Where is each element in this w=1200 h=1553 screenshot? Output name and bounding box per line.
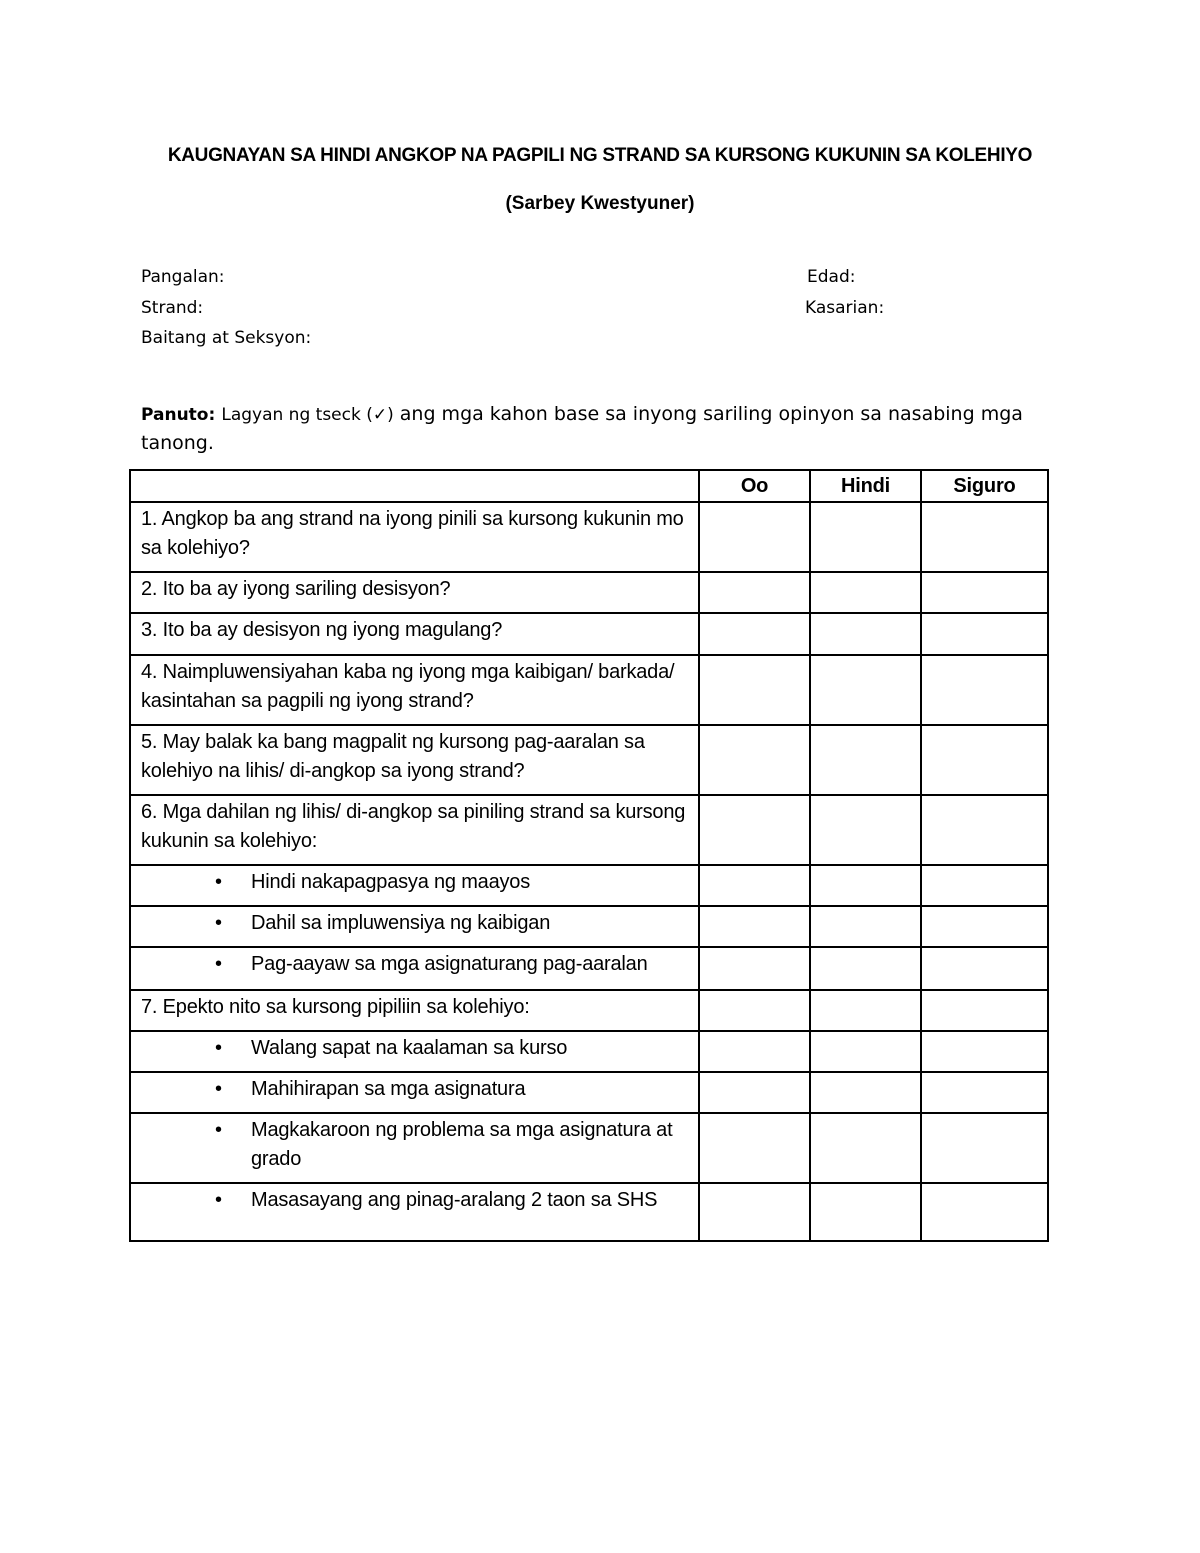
- question-cell: 5. May balak ka bang magpalit ng kursong pag-aaralan sa kolehiyo na lihis/ di-angkop sa iyong strand?: [130, 725, 699, 795]
- question-cell: 3. Ito ba ay desisyon ng iyong magulang?: [130, 613, 699, 655]
- checkbox-siguro[interactable]: [921, 1113, 1048, 1183]
- checkbox-oo[interactable]: [699, 725, 810, 795]
- question-cell: 4. Naimpluwensiyahan kaba ng iyong mga kaibigan/ barkada/ kasintahan sa pagpili ng iyong strand?: [130, 655, 699, 725]
- checkbox-siguro[interactable]: [921, 906, 1048, 947]
- checkbox-siguro[interactable]: [921, 1072, 1048, 1113]
- instructions-text: ang mga kahon base sa inyong sariling opinyon sa nasabing mga tanong.: [141, 403, 1023, 454]
- sub-item-text: Hindi nakapagpasya ng maayos: [251, 871, 531, 893]
- sub-item-text: Masasayang ang pinag-aralang 2 taon sa SHS: [251, 1189, 658, 1211]
- document-title: KAUGNAYAN SA HINDI ANGKOP NA PAGPILI NG STRAND SA KURSONG KUKUNIN SA KOLEHIYO: [167, 145, 1033, 166]
- checkbox-hindi[interactable]: [810, 865, 921, 906]
- checkbox-hindi[interactable]: [810, 572, 921, 613]
- header-siguro: Siguro: [921, 470, 1048, 502]
- checkbox-oo[interactable]: [699, 1072, 810, 1113]
- checkbox-hindi[interactable]: [810, 795, 921, 865]
- table-row: [130, 1113, 1048, 1183]
- checkbox-oo[interactable]: [699, 1113, 810, 1183]
- table-row: [130, 655, 1048, 725]
- checkbox-hindi[interactable]: [810, 1031, 921, 1072]
- checkbox-oo[interactable]: [699, 947, 810, 990]
- bullet-icon: •: [215, 1119, 222, 1141]
- checkbox-siguro[interactable]: [921, 990, 1048, 1031]
- checkbox-siguro[interactable]: [921, 1183, 1048, 1241]
- checkbox-siguro[interactable]: [921, 947, 1048, 990]
- question-cell: 2. Ito ba ay iyong sariling desisyon?: [130, 572, 699, 613]
- checkbox-hindi[interactable]: [810, 1072, 921, 1113]
- sub-item-text: Magkakaroon ng problema sa mga asignatura at grado: [251, 1119, 673, 1170]
- checkbox-oo[interactable]: [699, 795, 810, 865]
- table-row: [130, 613, 1048, 655]
- sub-item-cell: [130, 865, 699, 906]
- table-row: [130, 1031, 1048, 1072]
- bullet-icon: •: [215, 871, 222, 893]
- bullet-icon: •: [215, 912, 222, 934]
- table-row: [130, 1072, 1048, 1113]
- checkbox-siguro[interactable]: [921, 502, 1048, 572]
- survey-table: [129, 469, 1049, 1242]
- table-row: [130, 572, 1048, 613]
- checkbox-hindi[interactable]: [810, 613, 921, 655]
- checkbox-oo[interactable]: [699, 655, 810, 725]
- bullet-icon: •: [215, 1078, 222, 1100]
- field-pangalan: Pangalan:: [141, 267, 225, 287]
- checkbox-siguro[interactable]: [921, 572, 1048, 613]
- header-question: [130, 470, 699, 502]
- header-hindi: Hindi: [810, 470, 921, 502]
- table-header-row: [130, 470, 1048, 502]
- checkbox-siguro[interactable]: [921, 795, 1048, 865]
- sub-item-cell: [130, 947, 699, 990]
- sub-item-cell: [130, 1031, 699, 1072]
- checkbox-siguro[interactable]: [921, 655, 1048, 725]
- checkbox-oo[interactable]: [699, 990, 810, 1031]
- checkbox-hindi[interactable]: [810, 1183, 921, 1241]
- checkbox-hindi[interactable]: [810, 947, 921, 990]
- table-row: [130, 865, 1048, 906]
- checkbox-siguro[interactable]: [921, 865, 1048, 906]
- question-cell: 7. Epekto nito sa kursong pipiliin sa kolehiyo:: [130, 990, 699, 1031]
- sub-item-text: Pag-aayaw sa mga asignaturang pag-aaralan: [251, 953, 648, 975]
- checkbox-oo[interactable]: [699, 1183, 810, 1241]
- sub-item-cell: [130, 1072, 699, 1113]
- table-row: [130, 795, 1048, 865]
- checkbox-hindi[interactable]: [810, 906, 921, 947]
- table-row: [130, 906, 1048, 947]
- table-row: [130, 502, 1048, 572]
- table-row: [130, 947, 1048, 990]
- sub-item-text: Walang sapat na kaalaman sa kurso: [251, 1037, 568, 1059]
- checkbox-hindi[interactable]: [810, 655, 921, 725]
- sub-item-cell: [130, 1183, 699, 1241]
- checkbox-hindi[interactable]: [810, 502, 921, 572]
- checkbox-siguro[interactable]: [921, 1031, 1048, 1072]
- field-strand: Strand:: [141, 298, 204, 318]
- bullet-icon: •: [215, 953, 222, 975]
- bullet-icon: •: [215, 1189, 222, 1211]
- instructions: [141, 400, 1071, 457]
- sub-item-cell: [130, 1113, 699, 1183]
- checkbox-hindi[interactable]: [810, 725, 921, 795]
- checkbox-siguro[interactable]: [921, 613, 1048, 655]
- checkbox-oo[interactable]: [699, 613, 810, 655]
- field-kasarian: Kasarian:: [805, 298, 885, 318]
- checkbox-oo[interactable]: [699, 502, 810, 572]
- sub-item-text: Mahihirapan sa mga asignatura: [251, 1078, 526, 1100]
- sub-item-cell: [130, 906, 699, 947]
- checkbox-siguro[interactable]: [921, 725, 1048, 795]
- header-oo: Oo: [699, 470, 810, 502]
- instructions-label: Panuto:: [141, 405, 216, 425]
- checkbox-oo[interactable]: [699, 572, 810, 613]
- document-subtitle: (Sarbey Kwestyuner): [505, 193, 695, 214]
- bullet-icon: •: [215, 1037, 222, 1059]
- checkbox-oo[interactable]: [699, 1031, 810, 1072]
- field-edad: Edad:: [807, 267, 856, 287]
- checkbox-oo[interactable]: [699, 865, 810, 906]
- table-row: [130, 725, 1048, 795]
- table-row: [130, 990, 1048, 1031]
- checkbox-oo[interactable]: [699, 906, 810, 947]
- field-baitang-seksyon: Baitang at Seksyon:: [141, 328, 312, 348]
- instructions-check-text: Lagyan ng tseck (✓): [221, 405, 394, 425]
- checkbox-hindi[interactable]: [810, 1113, 921, 1183]
- table-row: [130, 1183, 1048, 1241]
- question-cell: 6. Mga dahilan ng lihis/ di-angkop sa piniling strand sa kursong kukunin sa kolehiyo:: [130, 795, 699, 865]
- checkbox-hindi[interactable]: [810, 990, 921, 1031]
- sub-item-text: Dahil sa impluwensiya ng kaibigan: [251, 912, 551, 934]
- question-cell: 1. Angkop ba ang strand na iyong pinili sa kursong kukunin mo sa kolehiyo?: [130, 502, 699, 572]
